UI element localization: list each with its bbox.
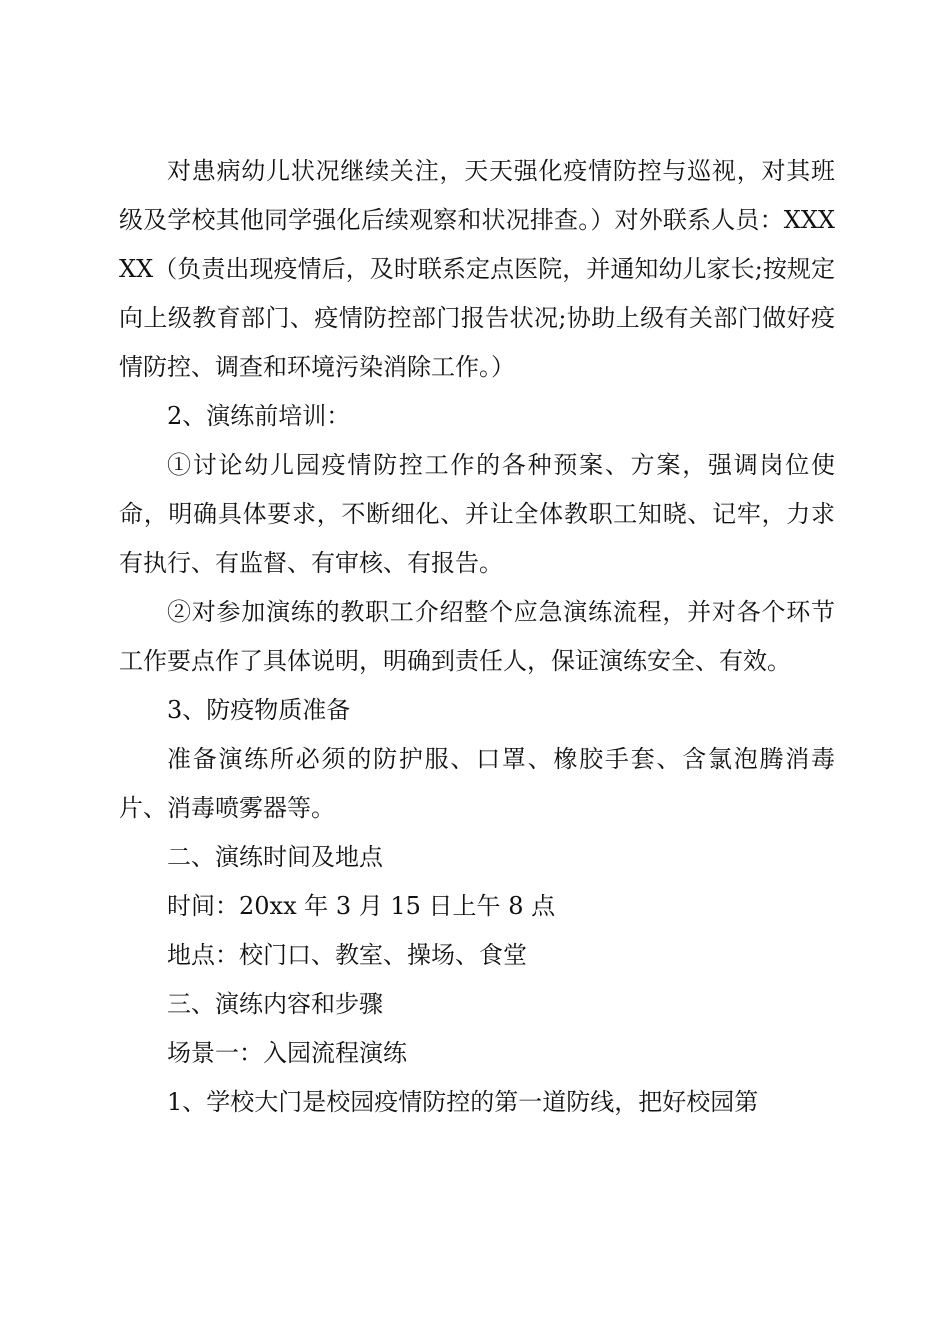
document-body xyxy=(119,147,835,1127)
paragraph-time: 时间：20xx 年 3 月 15 日上午 8 点 xyxy=(167,892,556,920)
paragraph-training-item-2: ②对参加演练的教职工介绍整个应急演练流程，并对各个环节工作要点作了具体说明，明确到责任人，保证演练安全、有效。 xyxy=(119,598,835,675)
paragraph-heading-time-place: 二、演练时间及地点 xyxy=(167,843,383,871)
paragraph-heading-supplies: 3、防疫物质准备 xyxy=(167,696,351,724)
paragraph-contact-duties: 对患病幼儿状况继续关注，天天强化疫情防控与巡视，对其班级及学校其他同学强化后续观察和状况排查。）对外联系人员：XXX XX（负责出现疫情后，及时联系定点医院，并通知幼儿家长;按规定向上级教育部门、疫情防控部门报告状况;协助上级有关部门做好疫情防控、调查和环境污染消除工作。） xyxy=(119,157,835,381)
paragraph-place: 地点：校门口、教室、操场、食堂 xyxy=(167,941,527,969)
paragraph-training-item-1: ①讨论幼儿园疫情防控工作的各种预案、方案，强调岗位使命，明确具体要求，不断细化、并让全体教职工知晓、记牢，力求有执行、有监督、有审核、有报告。 xyxy=(119,451,835,577)
paragraph-supplies-list: 准备演练所必须的防护服、口罩、橡胶手套、含氯泡腾消毒片、消毒喷雾器等。 xyxy=(119,745,835,822)
paragraph-step-one: 1、学校大门是校园疫情防控的第一道防线，把好校园第 xyxy=(167,1088,759,1116)
paragraph-heading-training: 2、演练前培训： xyxy=(167,402,351,430)
paragraph-heading-content-steps: 三、演练内容和步骤 xyxy=(167,990,383,1018)
paragraph-scene-one: 场景一：入园流程演练 xyxy=(167,1039,407,1067)
